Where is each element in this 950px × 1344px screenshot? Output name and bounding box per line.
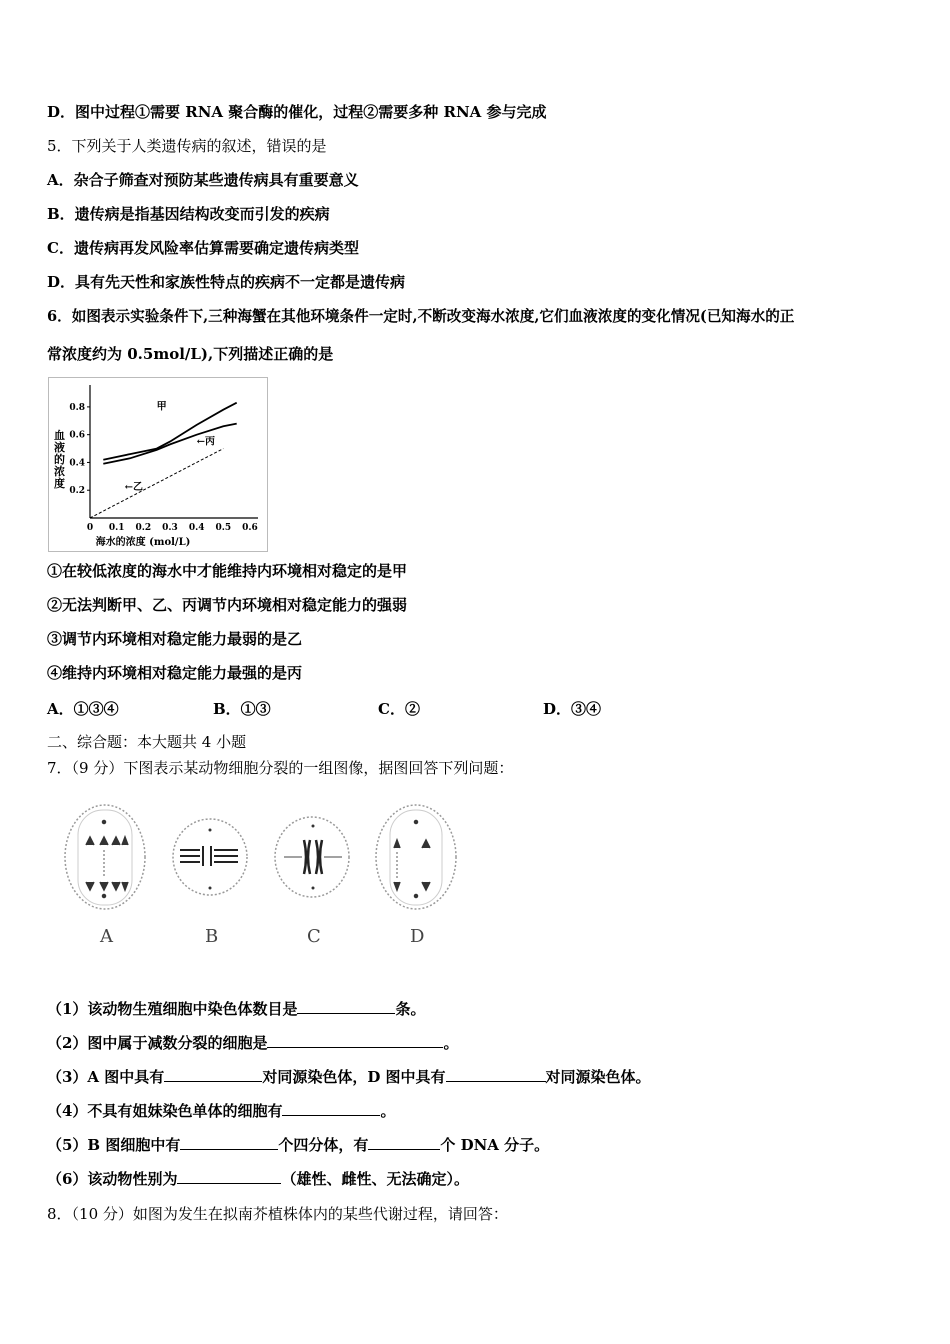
cell-label-d: D — [410, 926, 425, 947]
x-tick-label: 0 — [86, 523, 94, 533]
y-tick-label: 0.4 — [69, 458, 85, 469]
cell-label-a: A — [100, 926, 113, 947]
section-title: 二、综合题：本大题共 4 小题 — [47, 733, 247, 751]
chart-ylabel: 血液的浓度 — [54, 429, 65, 490]
x-tick-label: 0.6 — [242, 523, 258, 533]
series-label-丙: ←丙 — [196, 436, 216, 448]
q7-part-2 — [47, 1033, 458, 1053]
q7-part-6-text: （6）该动物性别为 — [47, 1170, 178, 1188]
q7-part-1-blank[interactable] — [297, 999, 395, 1014]
x-tick-label: 0.2 — [135, 523, 152, 533]
y-tick-label: 0.6 — [69, 430, 85, 441]
q7-part-3 — [47, 1067, 651, 1087]
q6-stem-line1: 6．如图表示实验条件下,三种海蟹在其他环境条件一定时,不断改变海水浓度,它们血液浓度的变化情况(已知海水的正 — [47, 308, 795, 325]
cell-label-c: C — [307, 926, 321, 947]
q6-option-d: D．③④ — [543, 700, 602, 718]
cell-d-image — [376, 805, 456, 909]
q7-part-1 — [47, 999, 425, 1019]
series-line-丙 — [103, 424, 236, 464]
q7-part-3-mid: 对同源染色体，D 图中具有 — [262, 1068, 446, 1086]
sea-crab-chart — [48, 377, 268, 552]
cell-b-image — [173, 819, 247, 895]
q6-option-c: C．② — [378, 700, 420, 718]
q7-part-4-blank[interactable] — [282, 1101, 380, 1116]
q7-part-3-blank-1[interactable] — [164, 1067, 262, 1082]
q6-statement-3: ③调节内环境相对稳定能力最弱的是乙 — [47, 630, 303, 648]
q7-part-2-text: （2）图中属于减数分裂的细胞是 — [47, 1034, 268, 1052]
q7-part-4-suffix: 。 — [380, 1102, 396, 1120]
q7-part-5-mid: 个四分体，有 — [278, 1136, 369, 1154]
q7-stem: 7．（9 分）下图表示某动物细胞分裂的一组图像，据图回答下列问题： — [47, 759, 514, 777]
series-line-甲 — [103, 403, 236, 460]
q5-option-c: C．遗传病再发风险率估算需要确定遗传病类型 — [47, 239, 359, 257]
q5-option-b: B．遗传病是指基因结构改变而引发的疾病 — [47, 205, 330, 223]
x-tick-label: 0.5 — [215, 523, 232, 533]
q4-option-d: D．图中过程①需要 RNA 聚合酶的催化，过程②需要多种 RNA 参与完成 — [47, 103, 547, 121]
q7-part-6-suffix: （雄性、雌性、无法确定）。 — [281, 1170, 469, 1188]
q7-part-2-suffix: 。 — [443, 1034, 459, 1052]
q6-stem-line2: 常浓度约为 0.5mol/L),下列描述正确的是 — [47, 345, 334, 363]
q6-statement-4: ④维持内环境相对稳定能力最强的是丙 — [47, 664, 303, 682]
x-tick-label: 0.4 — [188, 523, 205, 533]
series-label-甲: 甲 — [156, 401, 167, 413]
q7-part-5-blank-1[interactable] — [180, 1135, 278, 1150]
q7-part-1-text: （1）该动物生殖细胞中染色体数目是 — [47, 1000, 298, 1018]
q7-part-3-blank-2[interactable] — [446, 1067, 546, 1082]
q7-part-1-suffix: 条。 — [395, 1000, 426, 1018]
q7-part-2-blank[interactable] — [267, 1033, 443, 1048]
q7-part-5-blank-2[interactable] — [368, 1135, 440, 1150]
q7-part-3-suffix: 对同源染色体。 — [545, 1068, 651, 1086]
q5-stem: 5．下列关于人类遗传病的叙述，错误的是 — [47, 137, 327, 155]
cell-c-image — [275, 817, 349, 897]
cell-division-figure — [58, 800, 458, 950]
q7-part-4-text: （4）不具有姐妹染色单体的细胞有 — [47, 1102, 283, 1120]
x-tick-label: 0.3 — [162, 523, 178, 533]
series-label-乙: ←乙 — [124, 482, 144, 494]
q6-option-b: B．①③ — [213, 700, 271, 718]
q7-part-5 — [47, 1135, 549, 1155]
y-tick-label: 0.8 — [69, 402, 85, 413]
cell-a-image — [65, 805, 145, 909]
q7-part-4 — [47, 1101, 395, 1121]
q5-option-d: D．具有先天性和家族性特点的疾病不一定都是遗传病 — [47, 273, 406, 291]
q7-part-5-text: （5）B 图细胞中有 — [47, 1136, 181, 1154]
q8-stem: 8．（10 分）如图为发生在拟南芥植株体内的某些代谢过程，请回答： — [47, 1205, 508, 1223]
y-tick-label: 0.2 — [69, 486, 85, 497]
cell-label-b: B — [205, 926, 219, 947]
chart-xlabel: 海水的浓度 (mol/L) — [95, 537, 191, 548]
q7-part-5-suffix: 个 DNA 分子。 — [440, 1136, 550, 1154]
x-tick-label: 0.1 — [108, 523, 125, 533]
q7-part-3-text: （3）A 图中具有 — [47, 1068, 165, 1086]
q6-option-a: A．①③④ — [47, 700, 119, 718]
q6-statement-2: ②无法判断甲、乙、丙调节内环境相对稳定能力的强弱 — [47, 596, 408, 614]
q5-option-a: A．杂合子筛查对预防某些遗传病具有重要意义 — [47, 171, 359, 189]
q7-part-6-blank[interactable] — [177, 1169, 281, 1184]
q7-part-6 — [47, 1169, 469, 1189]
q6-statement-1: ①在较低浓度的海水中才能维持内环境相对稳定的是甲 — [47, 562, 408, 580]
